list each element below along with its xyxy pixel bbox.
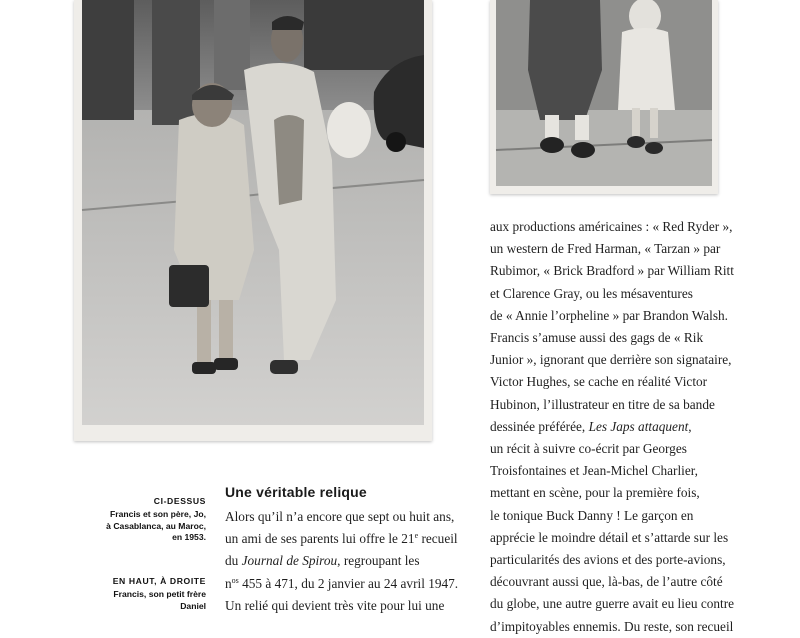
text-line: particularités des avions et des porte-avions, xyxy=(490,552,726,568)
text-line: de « Annie l’orpheline » par Brandon Walsh. xyxy=(490,307,728,323)
text-line: Hubinon, l’illustrateur en titre de sa bande xyxy=(490,396,715,412)
caption-label: CI-DESSUS xyxy=(153,496,206,506)
caption-line: à Casablanca, au Maroc, xyxy=(106,520,206,531)
text-line: et Clarence Gray, ou les mésaventures xyxy=(490,285,693,301)
text-line: Victor Hughes, se cache en réalité Victor xyxy=(490,374,708,390)
text-line: Junior », ignorant que derrière son signataire, xyxy=(490,352,732,368)
text-line: un récit à suivre co-écrit par Georges xyxy=(490,441,687,457)
caption-line: Francis et son père, Jo, xyxy=(110,509,206,520)
photo-francis-and-brother xyxy=(490,0,718,194)
body-text-right xyxy=(490,216,734,638)
caption-line: en 1953. xyxy=(172,532,206,543)
text-line: découvrant aussi que, là-bas, de l’autre côté xyxy=(490,574,723,590)
text-line: Francis s’amuse aussi des gags de « Rik xyxy=(490,330,704,346)
text-line: Alors qu’il n’a encore que sept ou huit ans, xyxy=(225,509,455,524)
text-line: apprécie le moindre détail et s’attarde sur les xyxy=(490,529,729,545)
section-heading: Une véritable relique xyxy=(225,484,367,500)
text-line: mettant en scène, pour la première fois, xyxy=(490,485,700,501)
text-line: le tonique Buck Danny ! Le garçon en xyxy=(490,507,694,523)
text-line: un western de Fred Harman, « Tarzan » par xyxy=(490,241,721,257)
text-line: du Journal de Spirou, regroupant les xyxy=(225,553,420,569)
caption-line: Francis, son petit frère Daniel xyxy=(113,589,206,611)
body-text-left xyxy=(225,506,458,617)
photo-caption-right xyxy=(100,576,206,612)
caption-label: EN HAUT, À DROITE xyxy=(112,576,206,586)
text-line: du globe, une autre guerre avait eu lieu contre xyxy=(490,596,735,612)
photo-caption-top xyxy=(100,496,206,544)
text-line: dessinée préférée, Les Japs attaquent, xyxy=(490,418,692,434)
text-line: un ami de ses parents lui offre le 21e recueil xyxy=(225,531,458,547)
text-line: d’impitoyables ennemis. Du reste, son recueil xyxy=(490,618,734,634)
photo-francis-and-father xyxy=(74,0,432,441)
text-line: $n^{os}$ 455 à 471, du 2 janvier au 24 avril 1947. xyxy=(225,575,459,591)
text-line: aux productions américaines : « Red Ryder », xyxy=(490,219,733,234)
text-line: Troisfontaines et Jean-Michel Charlier, xyxy=(490,463,698,479)
text-line: Un relié qui devient très vite pour lui une xyxy=(225,597,445,613)
text-line: Rubimor, « Brick Bradford » par William Ritt xyxy=(490,263,734,279)
